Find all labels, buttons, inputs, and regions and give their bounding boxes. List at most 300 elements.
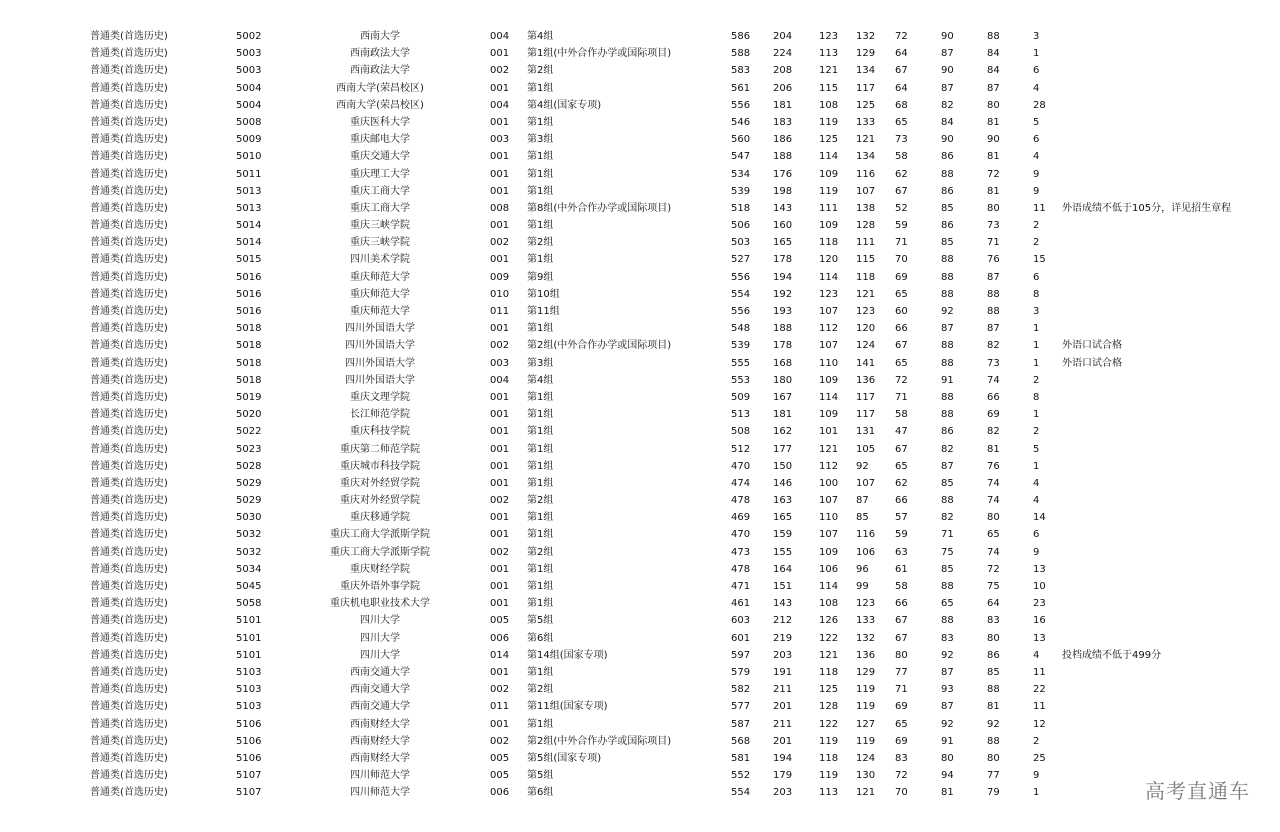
total-score-cell: 568 [731, 735, 751, 747]
group-name-cell: 第2组 [527, 237, 554, 249]
score-2-cell: 194 [773, 271, 793, 283]
score-6-cell: 82 [941, 512, 954, 524]
school-name-cell: 重庆工商大学派斯学院 [330, 529, 430, 541]
score-6-cell: 90 [941, 134, 954, 146]
school-code-cell: 5004 [236, 82, 262, 94]
score-6-cell: 87 [941, 48, 954, 60]
score-5-cell: 47 [895, 426, 908, 438]
school-name-cell: 重庆师范大学 [350, 288, 410, 300]
school-code-cell: 5013 [236, 185, 262, 197]
group-name-cell: 第9组 [527, 271, 554, 283]
score-3-cell: 109 [819, 546, 839, 558]
score-3-cell: 123 [819, 288, 839, 300]
score-3-cell: 108 [819, 598, 839, 610]
rank-count-cell: 14 [1033, 512, 1046, 524]
score-5-cell: 83 [895, 752, 908, 764]
table-row [0, 389, 1280, 406]
school-name-cell: 西南交通大学 [350, 666, 410, 678]
score-4-cell: 124 [856, 752, 876, 764]
total-score-cell: 503 [731, 237, 751, 249]
group-code-cell: 001 [490, 151, 510, 163]
score-3-cell: 114 [819, 581, 839, 592]
score-3-cell: 108 [819, 99, 839, 111]
score-3-cell: 119 [819, 735, 839, 747]
school-code-cell: 5058 [236, 598, 262, 610]
school-code-cell: 5016 [236, 288, 262, 300]
school-name-cell: 重庆工商大学 [350, 185, 410, 197]
group-name-cell: 第8组(中外合作办学或国际项目) [527, 202, 672, 214]
category-cell: 普通类(首选历史) [90, 357, 168, 369]
score-2-cell: 193 [773, 306, 793, 317]
category-cell: 普通类(首选历史) [90, 116, 168, 128]
score-7-cell: 88 [987, 288, 1000, 300]
rank-count-cell: 9 [1033, 546, 1040, 558]
group-code-cell: 001 [490, 563, 510, 575]
score-6-cell: 88 [941, 254, 954, 266]
score-3-cell: 119 [819, 770, 839, 782]
rank-count-cell: 1 [1033, 460, 1040, 472]
score-7-cell: 81 [987, 151, 1000, 163]
score-3-cell: 107 [819, 306, 839, 317]
score-7-cell: 69 [987, 409, 1000, 421]
score-4-cell: 133 [856, 615, 876, 627]
group-name-cell: 第2组(中外合作办学或国际项目) [527, 340, 672, 352]
table-row [0, 320, 1280, 337]
school-name-cell: 重庆师范大学 [350, 271, 410, 283]
table-row [0, 767, 1280, 784]
score-3-cell: 110 [819, 512, 839, 524]
school-name-cell: 重庆交通大学 [350, 151, 410, 163]
table-row [0, 750, 1280, 767]
score-3-cell: 111 [819, 202, 839, 214]
score-2-cell: 163 [773, 495, 793, 507]
school-name-cell: 重庆对外经贸学院 [340, 477, 420, 489]
score-7-cell: 81 [987, 701, 1000, 713]
category-cell: 普通类(首选历史) [90, 82, 168, 94]
school-name-cell: 西南交通大学 [350, 684, 410, 696]
score-4-cell: 120 [856, 323, 876, 335]
group-name-cell: 第11组(国家专项) [527, 701, 608, 713]
score-7-cell: 74 [987, 495, 1000, 507]
school-code-cell: 5022 [236, 426, 262, 438]
group-code-cell: 008 [490, 202, 510, 214]
school-code-cell: 5014 [236, 237, 262, 249]
group-name-cell: 第4组 [527, 31, 554, 42]
table-row [0, 698, 1280, 715]
score-4-cell: 107 [856, 185, 876, 197]
score-6-cell: 87 [941, 701, 954, 713]
table-row [0, 166, 1280, 183]
total-score-cell: 603 [731, 615, 751, 627]
rank-count-cell: 4 [1033, 82, 1040, 94]
school-code-cell: 5018 [236, 374, 262, 386]
score-6-cell: 88 [941, 168, 954, 180]
score-4-cell: 132 [856, 31, 876, 42]
school-name-cell: 西南财经大学 [350, 752, 410, 764]
score-5-cell: 65 [895, 357, 908, 369]
rank-count-cell: 6 [1033, 271, 1040, 283]
score-4-cell: 116 [856, 529, 876, 541]
score-4-cell: 92 [856, 460, 869, 472]
score-5-cell: 77 [895, 666, 908, 678]
category-cell: 普通类(首选历史) [90, 31, 168, 42]
score-4-cell: 106 [856, 546, 876, 558]
score-4-cell: 129 [856, 666, 876, 678]
group-code-cell: 001 [490, 477, 510, 489]
score-6-cell: 88 [941, 391, 954, 403]
score-2-cell: 198 [773, 185, 793, 197]
score-4-cell: 128 [856, 220, 876, 232]
group-name-cell: 第1组 [527, 391, 554, 403]
group-code-cell: 001 [490, 443, 510, 455]
score-7-cell: 81 [987, 185, 1000, 197]
category-cell: 普通类(首选历史) [90, 598, 168, 610]
score-6-cell: 85 [941, 237, 954, 249]
table-row [0, 234, 1280, 251]
group-name-cell: 第14组(国家专项) [527, 649, 608, 661]
total-score-cell: 512 [731, 443, 751, 455]
score-2-cell: 164 [773, 563, 793, 575]
rank-count-cell: 10 [1033, 581, 1046, 592]
group-code-cell: 006 [490, 787, 510, 799]
category-cell: 普通类(首选历史) [90, 220, 168, 232]
score-5-cell: 67 [895, 185, 908, 197]
score-2-cell: 178 [773, 254, 793, 266]
score-7-cell: 88 [987, 735, 1000, 747]
score-2-cell: 181 [773, 409, 793, 421]
group-name-cell: 第1组 [527, 82, 554, 94]
category-cell: 普通类(首选历史) [90, 563, 168, 575]
rank-count-cell: 3 [1033, 306, 1040, 317]
category-cell: 普通类(首选历史) [90, 477, 168, 489]
note-cell: 投档成绩不低于499分 [1062, 649, 1162, 661]
group-code-cell: 001 [490, 409, 510, 421]
category-cell: 普通类(首选历史) [90, 546, 168, 558]
group-name-cell: 第3组 [527, 357, 554, 369]
score-2-cell: 212 [773, 615, 793, 627]
score-2-cell: 150 [773, 460, 793, 472]
watermark-logo: 高考直通车 [1145, 779, 1250, 803]
score-4-cell: 99 [856, 581, 869, 592]
score-5-cell: 64 [895, 82, 908, 94]
score-5-cell: 59 [895, 529, 908, 541]
score-2-cell: 167 [773, 391, 793, 403]
school-code-cell: 5018 [236, 340, 262, 352]
rank-count-cell: 4 [1033, 495, 1040, 507]
score-5-cell: 57 [895, 512, 908, 524]
category-cell: 普通类(首选历史) [90, 391, 168, 403]
group-code-cell: 001 [490, 598, 510, 610]
rank-count-cell: 2 [1033, 735, 1040, 747]
score-2-cell: 180 [773, 374, 793, 386]
category-cell: 普通类(首选历史) [90, 185, 168, 197]
score-7-cell: 80 [987, 99, 1000, 111]
category-cell: 普通类(首选历史) [90, 701, 168, 713]
score-4-cell: 123 [856, 306, 876, 317]
category-cell: 普通类(首选历史) [90, 288, 168, 300]
score-3-cell: 113 [819, 48, 839, 60]
score-3-cell: 107 [819, 529, 839, 541]
rank-count-cell: 1 [1033, 323, 1040, 335]
score-4-cell: 121 [856, 134, 876, 146]
total-score-cell: 506 [731, 220, 751, 232]
group-name-cell: 第1组 [527, 220, 554, 232]
score-2-cell: 224 [773, 48, 793, 60]
table-row [0, 458, 1280, 475]
score-3-cell: 100 [819, 477, 839, 489]
table-row [0, 561, 1280, 578]
category-cell: 普通类(首选历史) [90, 529, 168, 541]
school-code-cell: 5107 [236, 787, 262, 799]
table-row [0, 269, 1280, 286]
score-6-cell: 83 [941, 632, 954, 644]
table-row [0, 647, 1280, 664]
score-6-cell: 88 [941, 340, 954, 352]
table-row [0, 355, 1280, 372]
school-name-cell: 西南政法大学 [350, 48, 410, 60]
score-2-cell: 155 [773, 546, 793, 558]
school-name-cell: 西南大学 [360, 31, 400, 42]
score-6-cell: 87 [941, 460, 954, 472]
school-name-cell: 重庆机电职业技术大学 [330, 598, 430, 610]
group-name-cell: 第1组 [527, 151, 554, 163]
table-row [0, 286, 1280, 303]
score-4-cell: 133 [856, 116, 876, 128]
group-name-cell: 第1组 [527, 529, 554, 541]
group-code-cell: 001 [490, 323, 510, 335]
score-3-cell: 114 [819, 391, 839, 403]
score-4-cell: 107 [856, 477, 876, 489]
score-4-cell: 96 [856, 563, 869, 575]
score-5-cell: 58 [895, 409, 908, 421]
score-4-cell: 134 [856, 65, 876, 77]
school-name-cell: 重庆师范大学 [350, 306, 410, 317]
total-score-cell: 555 [731, 357, 751, 369]
table-row [0, 681, 1280, 698]
score-3-cell: 109 [819, 409, 839, 421]
score-5-cell: 62 [895, 168, 908, 180]
group-code-cell: 002 [490, 340, 510, 352]
category-cell: 普通类(首选历史) [90, 134, 168, 146]
score-3-cell: 122 [819, 718, 839, 730]
score-4-cell: 87 [856, 495, 869, 507]
group-code-cell: 001 [490, 391, 510, 403]
school-code-cell: 5034 [236, 563, 262, 575]
group-name-cell: 第10组 [527, 288, 560, 300]
total-score-cell: 513 [731, 409, 751, 421]
score-5-cell: 72 [895, 374, 908, 386]
score-2-cell: 188 [773, 151, 793, 163]
score-3-cell: 115 [819, 82, 839, 94]
rank-count-cell: 3 [1033, 31, 1040, 42]
rank-count-cell: 1 [1033, 48, 1040, 60]
score-3-cell: 121 [819, 443, 839, 455]
score-2-cell: 206 [773, 82, 793, 94]
table-row [0, 217, 1280, 234]
score-6-cell: 87 [941, 82, 954, 94]
score-7-cell: 84 [987, 65, 1000, 77]
score-4-cell: 119 [856, 684, 876, 696]
group-code-cell: 005 [490, 615, 510, 627]
score-5-cell: 65 [895, 460, 908, 472]
score-3-cell: 125 [819, 134, 839, 146]
school-code-cell: 5020 [236, 409, 262, 421]
score-5-cell: 61 [895, 563, 908, 575]
score-3-cell: 128 [819, 701, 839, 713]
school-code-cell: 5003 [236, 48, 262, 60]
table-row [0, 492, 1280, 509]
score-6-cell: 88 [941, 357, 954, 369]
score-7-cell: 88 [987, 306, 1000, 317]
score-6-cell: 87 [941, 323, 954, 335]
score-6-cell: 91 [941, 735, 954, 747]
score-6-cell: 81 [941, 787, 954, 799]
group-name-cell: 第1组 [527, 254, 554, 266]
school-code-cell: 5106 [236, 752, 262, 764]
score-5-cell: 80 [895, 649, 908, 661]
school-code-cell: 5018 [236, 323, 262, 335]
score-7-cell: 75 [987, 581, 1000, 592]
rank-count-cell: 2 [1033, 426, 1040, 438]
group-code-cell: 002 [490, 546, 510, 558]
group-code-cell: 003 [490, 357, 510, 369]
school-code-cell: 5018 [236, 357, 262, 369]
school-code-cell: 5030 [236, 512, 262, 524]
score-3-cell: 122 [819, 632, 839, 644]
table-row [0, 475, 1280, 492]
category-cell: 普通类(首选历史) [90, 632, 168, 644]
group-code-cell: 001 [490, 82, 510, 94]
score-7-cell: 87 [987, 82, 1000, 94]
rank-count-cell: 1 [1033, 357, 1040, 369]
score-7-cell: 80 [987, 632, 1000, 644]
rank-count-cell: 6 [1033, 134, 1040, 146]
score-6-cell: 88 [941, 271, 954, 283]
score-6-cell: 88 [941, 495, 954, 507]
category-cell: 普通类(首选历史) [90, 718, 168, 730]
total-score-cell: 560 [731, 134, 751, 146]
group-name-cell: 第1组 [527, 443, 554, 455]
group-name-cell: 第1组 [527, 460, 554, 472]
group-code-cell: 004 [490, 31, 510, 42]
score-3-cell: 119 [819, 185, 839, 197]
school-code-cell: 5016 [236, 306, 262, 317]
category-cell: 普通类(首选历史) [90, 649, 168, 661]
category-cell: 普通类(首选历史) [90, 306, 168, 317]
school-code-cell: 5023 [236, 443, 262, 455]
score-3-cell: 114 [819, 271, 839, 283]
table-row [0, 612, 1280, 629]
group-name-cell: 第1组 [527, 563, 554, 575]
score-2-cell: 181 [773, 99, 793, 111]
score-4-cell: 132 [856, 632, 876, 644]
score-5-cell: 66 [895, 598, 908, 610]
score-4-cell: 119 [856, 735, 876, 747]
total-score-cell: 539 [731, 185, 751, 197]
total-score-cell: 509 [731, 391, 751, 403]
rank-count-cell: 1 [1033, 409, 1040, 421]
rank-count-cell: 11 [1033, 666, 1046, 678]
total-score-cell: 579 [731, 666, 751, 678]
group-code-cell: 001 [490, 529, 510, 541]
table-row [0, 251, 1280, 268]
rank-count-cell: 9 [1033, 185, 1040, 197]
score-4-cell: 141 [856, 357, 876, 369]
category-cell: 普通类(首选历史) [90, 684, 168, 696]
score-3-cell: 125 [819, 684, 839, 696]
total-score-cell: 561 [731, 82, 751, 94]
school-name-cell: 重庆医科大学 [350, 116, 410, 128]
total-score-cell: 518 [731, 202, 751, 214]
total-score-cell: 469 [731, 512, 751, 524]
school-name-cell: 四川外国语大学 [345, 374, 415, 386]
score-4-cell: 85 [856, 512, 869, 524]
category-cell: 普通类(首选历史) [90, 443, 168, 455]
total-score-cell: 508 [731, 426, 751, 438]
school-code-cell: 5101 [236, 615, 262, 627]
total-score-cell: 601 [731, 632, 751, 644]
school-name-cell: 西南财经大学 [350, 735, 410, 747]
school-code-cell: 5002 [236, 31, 262, 42]
table-row [0, 526, 1280, 543]
score-3-cell: 126 [819, 615, 839, 627]
table-row [0, 372, 1280, 389]
score-6-cell: 85 [941, 202, 954, 214]
score-3-cell: 120 [819, 254, 839, 266]
score-5-cell: 72 [895, 770, 908, 782]
total-score-cell: 581 [731, 752, 751, 764]
score-5-cell: 65 [895, 718, 908, 730]
group-name-cell: 第11组 [527, 306, 560, 317]
school-name-cell: 西南交通大学 [350, 701, 410, 713]
group-name-cell: 第4组 [527, 374, 554, 386]
table-row [0, 664, 1280, 681]
score-5-cell: 69 [895, 735, 908, 747]
group-name-cell: 第5组 [527, 615, 554, 627]
category-cell: 普通类(首选历史) [90, 666, 168, 678]
rank-count-cell: 9 [1033, 770, 1040, 782]
table-row [0, 200, 1280, 217]
category-cell: 普通类(首选历史) [90, 374, 168, 386]
total-score-cell: 534 [731, 168, 751, 180]
group-code-cell: 010 [490, 288, 510, 300]
group-code-cell: 001 [490, 581, 510, 592]
school-name-cell: 四川外国语大学 [345, 340, 415, 352]
group-code-cell: 001 [490, 666, 510, 678]
score-2-cell: 183 [773, 116, 793, 128]
total-score-cell: 527 [731, 254, 751, 266]
score-3-cell: 113 [819, 787, 839, 799]
school-code-cell: 5028 [236, 460, 262, 472]
score-6-cell: 90 [941, 65, 954, 77]
total-score-cell: 548 [731, 323, 751, 335]
score-5-cell: 66 [895, 323, 908, 335]
score-5-cell: 62 [895, 477, 908, 489]
score-7-cell: 92 [987, 718, 1000, 730]
rank-count-cell: 9 [1033, 168, 1040, 180]
school-name-cell: 重庆城市科技学院 [340, 460, 420, 472]
group-name-cell: 第3组 [527, 134, 554, 146]
score-7-cell: 64 [987, 598, 1000, 610]
school-code-cell: 5106 [236, 735, 262, 747]
category-cell: 普通类(首选历史) [90, 99, 168, 111]
score-6-cell: 84 [941, 116, 954, 128]
score-5-cell: 66 [895, 495, 908, 507]
admission-score-table [0, 28, 1280, 801]
rank-count-cell: 25 [1033, 752, 1046, 764]
group-code-cell: 001 [490, 116, 510, 128]
score-7-cell: 87 [987, 323, 1000, 335]
